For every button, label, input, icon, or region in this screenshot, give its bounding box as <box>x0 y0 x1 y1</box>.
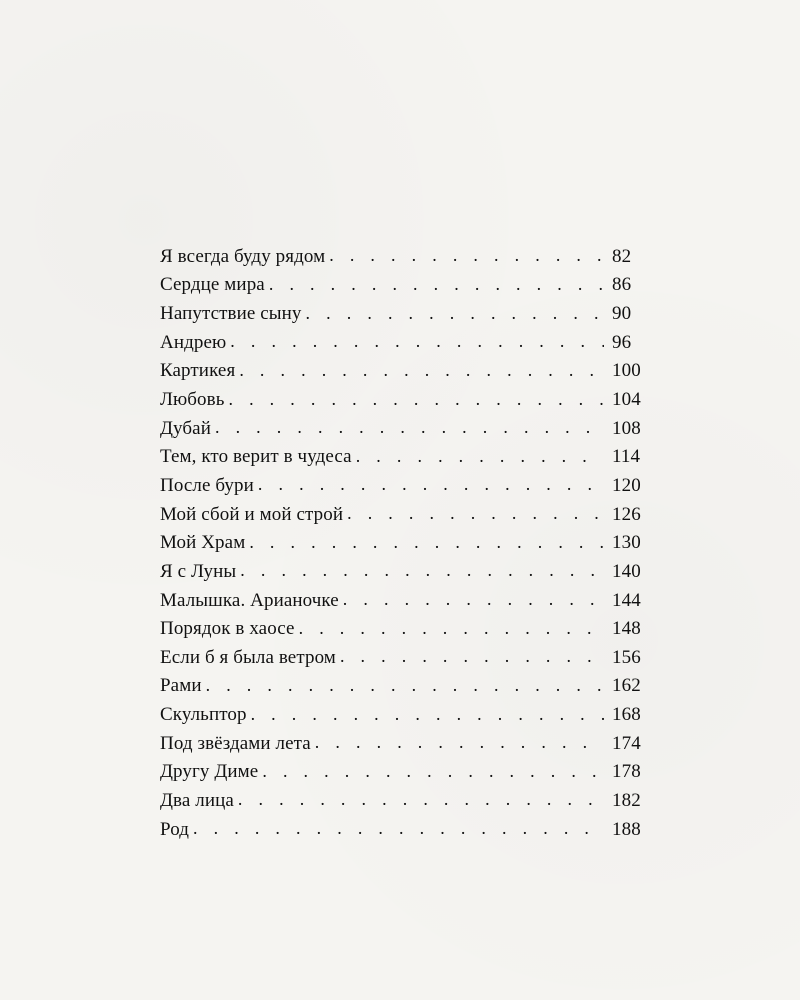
toc-entry-title: Тем, кто верит в чудеса <box>160 446 352 468</box>
toc-entry-title: Под звёздами лета <box>160 732 311 754</box>
toc-entry-page: 174 <box>612 732 641 754</box>
toc-entry-page: 188 <box>612 818 641 840</box>
toc-entry-title: Другу Диме <box>160 761 259 783</box>
toc-entry-title: Напутствие сыну <box>160 303 302 325</box>
leader-dots <box>262 762 604 780</box>
leader-dots <box>269 275 604 293</box>
toc-entry <box>160 471 650 500</box>
toc-entry-title: Дубай <box>160 417 211 439</box>
toc-entry-title: Я всегда буду рядом <box>160 245 326 267</box>
toc-entry <box>160 758 650 787</box>
toc-entry-title: Род <box>160 818 190 840</box>
toc-entry-page: 100 <box>612 360 641 382</box>
toc-entry-title: Скульптор <box>160 704 247 726</box>
toc-entry <box>160 328 650 357</box>
toc-entry <box>160 385 650 414</box>
toc-entry-page: 156 <box>612 646 641 668</box>
leader-dots <box>329 246 604 264</box>
toc-entry <box>160 643 650 672</box>
toc-entry-page: 90 <box>612 303 632 325</box>
toc-entry-page: 148 <box>612 618 641 640</box>
toc-entry <box>160 614 650 643</box>
toc-entry-page: 120 <box>612 474 641 496</box>
leader-dots <box>228 390 604 408</box>
toc-entry <box>160 557 650 586</box>
toc-entry <box>160 672 650 701</box>
toc-entry-title: Рами <box>160 675 202 697</box>
leader-dots <box>215 418 604 436</box>
toc-entry-title: Сердце мира <box>160 274 265 296</box>
leader-dots <box>251 705 604 723</box>
toc-entry-title: Если б я была ветром <box>160 646 336 668</box>
leader-dots <box>249 533 604 551</box>
toc-entry-page: 144 <box>612 589 641 611</box>
toc-entry <box>160 729 650 758</box>
toc-entry <box>160 271 650 300</box>
toc-entry-title: Я с Луны <box>160 560 237 582</box>
toc-entry <box>160 586 650 615</box>
toc-entry-page: 82 <box>612 245 632 267</box>
toc-entry <box>160 357 650 386</box>
toc-entry-page: 96 <box>612 331 632 353</box>
toc-entry-page: 162 <box>612 675 641 697</box>
leader-dots <box>193 819 604 837</box>
toc-entry-title: Два лица <box>160 789 234 811</box>
toc-entry <box>160 700 650 729</box>
toc-entry-title: Андрею <box>160 331 227 353</box>
toc-entry <box>160 786 650 815</box>
toc-entry <box>160 442 650 471</box>
toc-entry-page: 140 <box>612 560 641 582</box>
leader-dots <box>238 790 604 808</box>
leader-dots <box>206 676 604 694</box>
leader-dots <box>299 619 604 637</box>
toc-entry-page: 104 <box>612 389 641 411</box>
leader-dots <box>315 733 604 751</box>
toc-entry-title: Картикея <box>160 360 236 382</box>
leader-dots <box>258 475 604 493</box>
leader-dots <box>340 647 604 665</box>
toc-entry-title: После бури <box>160 474 254 496</box>
toc-entry-page: 182 <box>612 789 641 811</box>
table-of-contents <box>160 242 650 843</box>
leader-dots <box>343 590 604 608</box>
toc-entry-page: 126 <box>612 503 641 525</box>
toc-entry-title: Любовь <box>160 389 225 411</box>
toc-entry-page: 130 <box>612 532 641 554</box>
toc-entry-page: 114 <box>612 446 641 468</box>
toc-entry <box>160 299 650 328</box>
toc-entry <box>160 528 650 557</box>
toc-entry <box>160 500 650 529</box>
toc-entry-title: Мой сбой и мой строй <box>160 503 344 525</box>
toc-entry-title: Порядок в хаосе <box>160 618 295 640</box>
toc-entry <box>160 242 650 271</box>
toc-entry-title: Малышка. Арианочке <box>160 589 339 611</box>
leader-dots <box>240 561 604 579</box>
leader-dots <box>347 504 604 522</box>
toc-entry-page: 108 <box>612 417 641 439</box>
toc-entry-page: 178 <box>612 761 641 783</box>
toc-entry <box>160 815 650 844</box>
leader-dots <box>356 447 604 465</box>
leader-dots <box>239 361 604 379</box>
toc-entry <box>160 414 650 443</box>
toc-entry-page: 168 <box>612 704 641 726</box>
leader-dots <box>230 332 604 350</box>
toc-entry-title: Мой Храм <box>160 532 246 554</box>
leader-dots <box>306 304 604 322</box>
toc-entry-page: 86 <box>612 274 632 296</box>
